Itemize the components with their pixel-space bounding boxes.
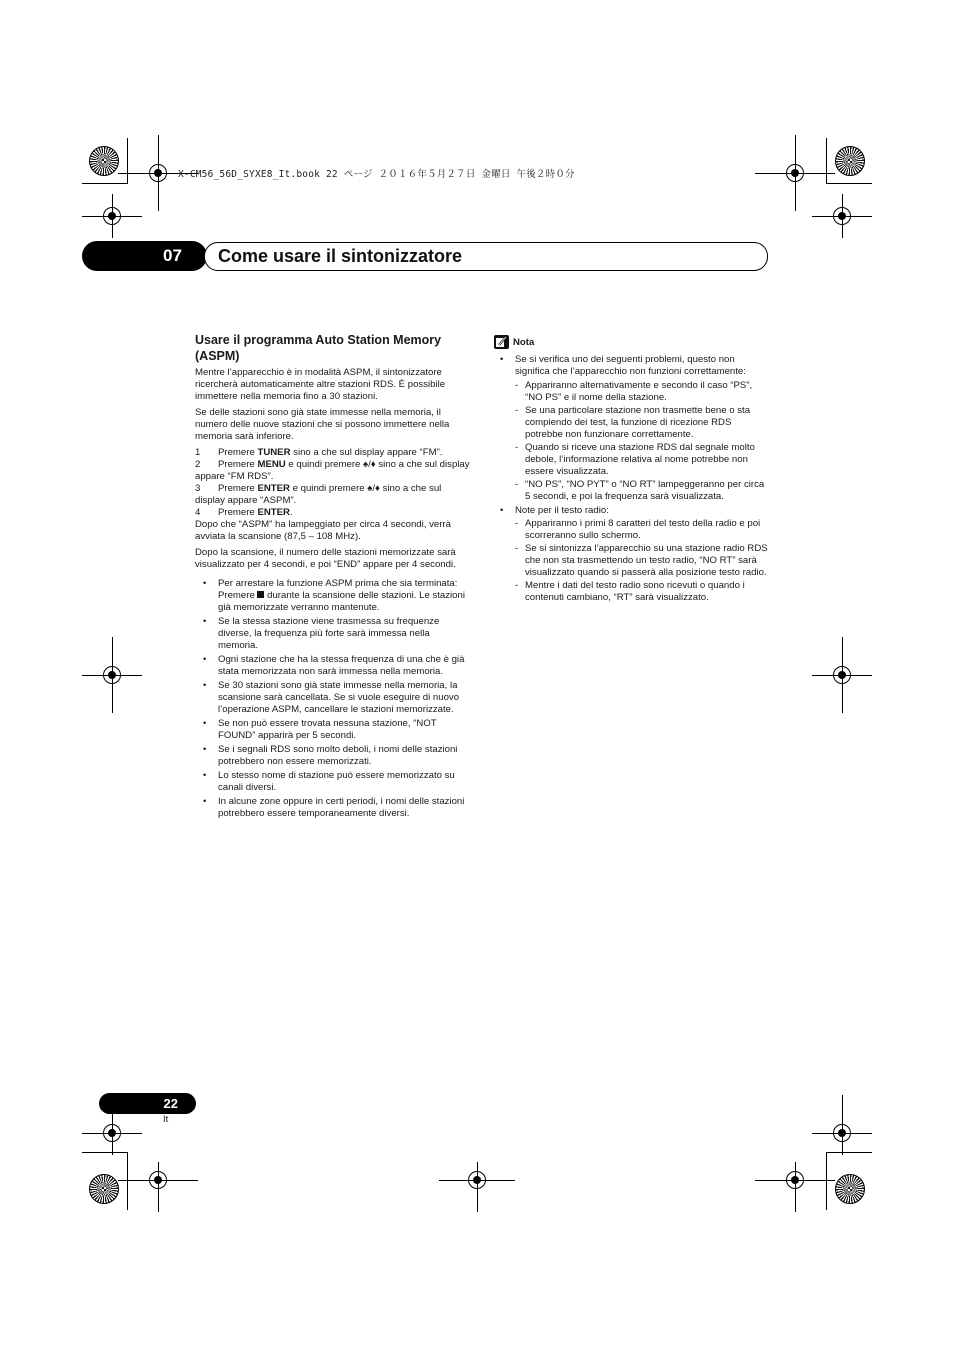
page-number: 22 — [163, 1096, 178, 1111]
print-header: X-CM56_56D_SYXE8_It.book 22 ページ ２０１６年５月２７日 金曜日 午後２時０分 — [178, 169, 575, 180]
color-target-icon — [835, 146, 865, 176]
key-label: ENTER — [257, 507, 290, 518]
list-item-text: Premere — [218, 590, 258, 601]
step-text: Premere — [218, 459, 258, 470]
list-item: • Se 30 stazioni sono già state immesse nella memoria, la scansione sarà cancellata. Se si vuole eseguire di nuovo l’operazione ASPM, cancellare le stazioni memorizzate. — [195, 680, 470, 716]
step-text: Premere — [218, 447, 258, 458]
dash-item: - Appariranno alternativamente e secondo il caso “PS”, “NO PS” e il nome della stazione. — [515, 380, 770, 404]
dash-list — [515, 518, 770, 604]
color-target-icon — [89, 146, 119, 176]
step-text: sino a che sul display appare “FM”. — [290, 447, 443, 458]
dash-list — [515, 380, 770, 503]
list-item — [492, 505, 770, 604]
intro-paragraph: Mentre l’apparecchio è in modalità ASPM, il sintonizzatore ricercherà automaticamente altre stazioni RDS. È possibile immettere nella memoria fino a 30 stazioni. — [195, 367, 446, 402]
list-item: • Se la stessa stazione viene trasmessa su frequenze diverse, la frequenza più forte sarà immessa nella memoria. — [195, 616, 470, 652]
intro-paragraph: Se delle stazioni sono già state immesse nella memoria, il numero delle nuove stazioni che si possono immettere nella memoria sarà inferiore. — [195, 407, 450, 442]
chapter-number-badge — [82, 241, 207, 271]
tips-list — [195, 578, 470, 820]
list-item: • In alcune zone oppure in certi periodi, i nomi delle stazioni potrebbero essere temporaneamente diversi. — [195, 796, 470, 820]
step-text: Premere — [218, 507, 258, 518]
step-number: 4 — [195, 507, 201, 518]
key-label: MENU — [257, 459, 286, 470]
dash-item: - Appariranno i primi 8 caratteri del testo della radio e poi scorreranno sullo schermo. — [515, 518, 770, 542]
list-item: • Se non può essere trovata nessuna stazione, “NOT FOUND” apparirà per 5 secondi. — [195, 718, 470, 742]
step-text: e quindi premere ♠/♦ sino a che sul display appare “ASPM”. — [195, 483, 442, 506]
chapter-number: 07 — [163, 246, 182, 265]
list-item — [195, 578, 470, 614]
step-text: Premere — [218, 483, 258, 494]
list-item-text: Se si verifica uno dei seguenti problemi, questo non significa che l’apparecchio non funzioni correttamente: — [515, 354, 746, 377]
dash-item: - Se una particolare stazione non trasmette bene o sta compiendo dei test, la funzione di ricezione RDS potrebbe non funzionare correttamente. — [515, 405, 770, 441]
color-target-icon — [835, 1174, 865, 1204]
list-item — [492, 354, 770, 503]
step-item — [195, 459, 470, 483]
step-item — [195, 447, 470, 459]
note-label: Nota — [513, 337, 535, 348]
step-item — [195, 507, 470, 519]
list-item: • Lo stesso nome di stazione può essere memorizzato su canali diversi. — [195, 770, 470, 794]
note-list — [492, 354, 770, 604]
page-language: It — [163, 1114, 169, 1125]
list-item-text: Note per il testo radio: — [515, 505, 609, 516]
note-icon — [494, 335, 509, 349]
step-list — [195, 447, 470, 519]
step-item — [195, 483, 470, 507]
body-paragraph: Dopo la scansione, il numero delle stazioni memorizzate sarà visualizzato per 4 secondi, e poi “END” appare per 4 secondi. — [195, 547, 456, 570]
step-number: 3 — [195, 483, 201, 494]
dash-item: - Se si sintonizza l’apparecchio su una stazione radio RDS che non sta trasmettendo un testo radio, “NO RT” sarà visualizzato quando si passerà alla posizione testo radio. — [515, 543, 770, 579]
list-item: • Se i segnali RDS sono molto deboli, i nomi delle stazioni potrebbero non essere memorizzati. — [195, 744, 470, 768]
step-text: . — [289, 507, 293, 518]
list-item-text: Per arrestare la funzione ASPM prima che sia terminata: — [218, 578, 458, 589]
step-number: 2 — [195, 459, 201, 470]
chapter-title: Come usare il sintonizzatore — [218, 246, 463, 266]
step-text: e quindi premere ♠/♦ sino a che sul display appare “FM RDS”. — [195, 459, 470, 482]
key-label: TUNER — [257, 447, 291, 458]
dash-item: - Quando si riceve una stazione RDS dal segnale molto debole, l’informazione relativa al nome potrebbe non essere visualizzata. — [515, 442, 770, 478]
key-label: ENTER — [257, 483, 290, 494]
section-title: Usare il programma Auto Station Memory (ASPM) — [195, 333, 442, 363]
right-column — [492, 354, 770, 606]
body-paragraph: Dopo che “ASPM” ha lampeggiato per circa 4 secondi, verrà avviata la scansione (87,5 – 108 MHz). — [195, 519, 451, 542]
color-target-icon — [89, 1174, 119, 1204]
page-number-badge — [99, 1093, 196, 1114]
left-column — [195, 332, 470, 822]
list-item: • Ogni stazione che ha la stessa frequenza di una che è già stata memorizzata non sarà immessa nella memoria. — [195, 654, 470, 678]
list-item-text: durante la scansione delle stazioni. Le stazioni già memorizzate verranno mantenute. — [218, 590, 465, 613]
step-number: 1 — [195, 447, 201, 458]
dash-item: - “NO PS”, “NO PYT” o “NO RT” lampeggeranno per circa 5 secondi, e poi la frequenza sarà visualizzata. — [515, 479, 770, 503]
dash-item: - Mentre i dati del testo radio sono ricevuti o quando i contenuti cambiano, “RT” sarà visualizzato. — [515, 580, 770, 604]
